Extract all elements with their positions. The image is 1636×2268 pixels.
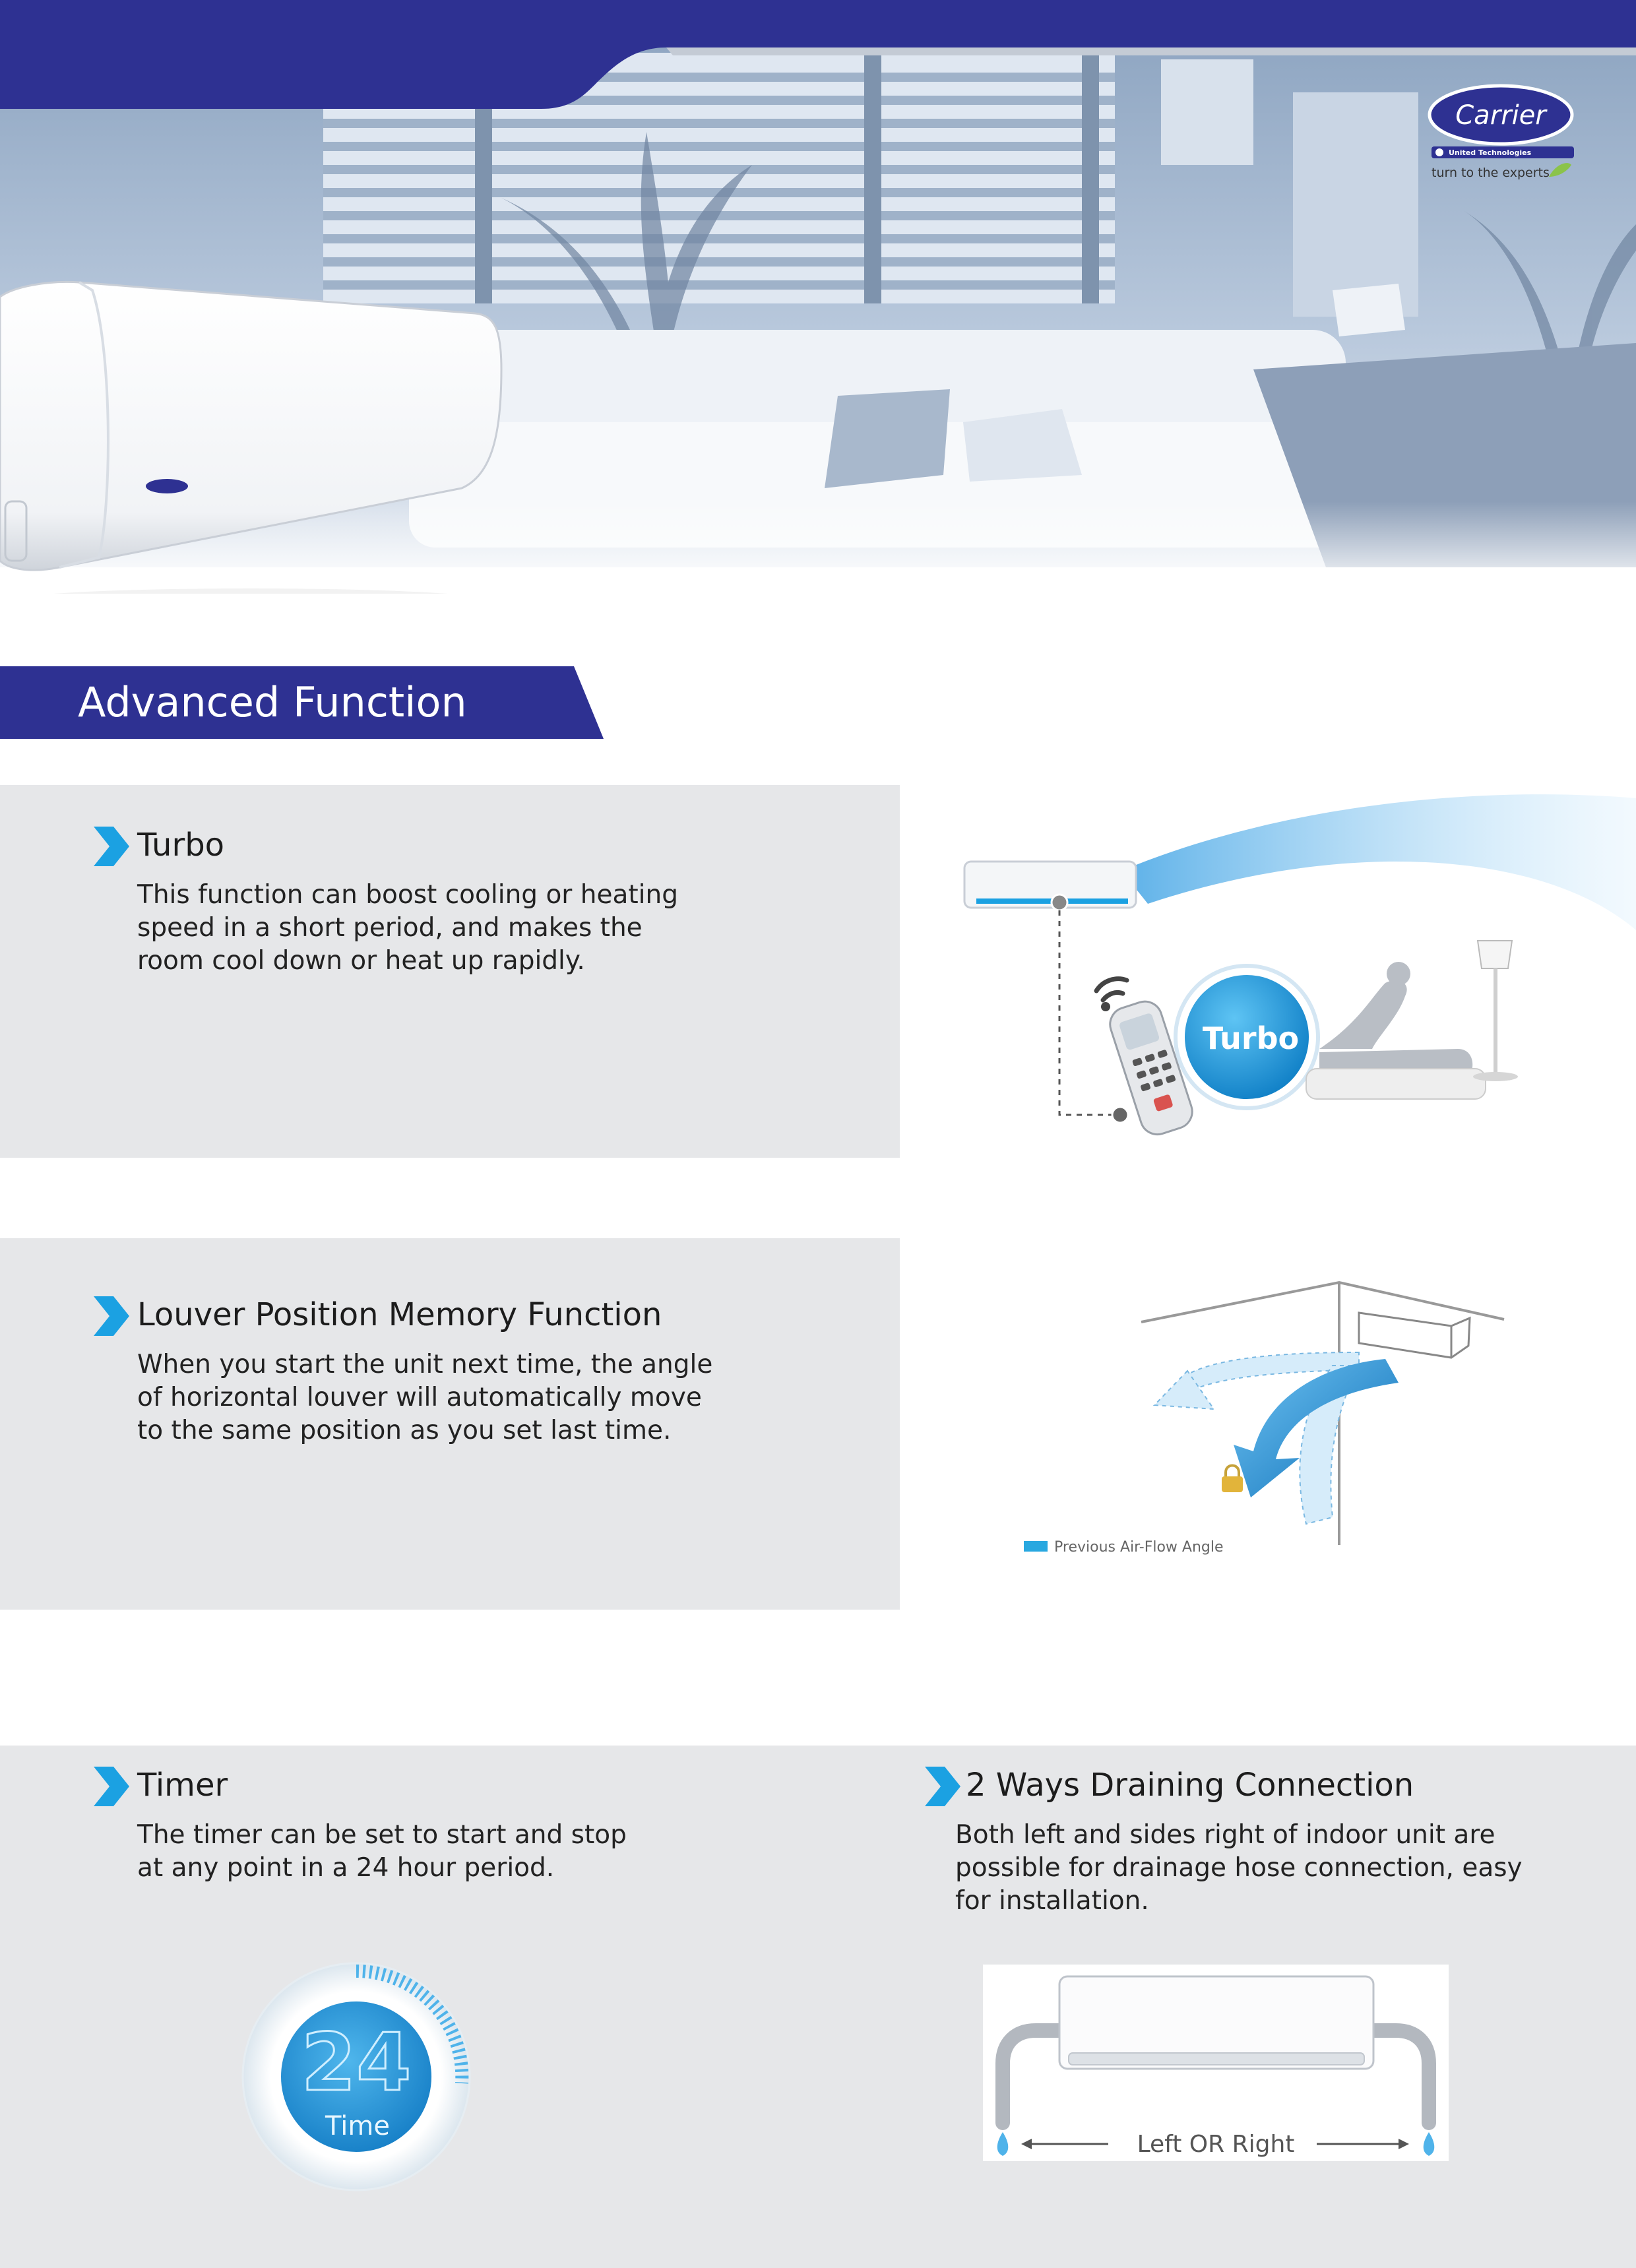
feature-text-draining: Both left and sides right of indoor unit are possible for drainage hose connection, easy for installation. xyxy=(955,1820,1523,1916)
louver-illustration xyxy=(990,1253,1583,1596)
legend-swatch xyxy=(1024,1541,1048,1552)
feature-title-louver: Louver Position Memory Function xyxy=(137,1296,662,1333)
feature-title-turbo: Turbo xyxy=(137,827,225,864)
feature-text-timer: The timer can be set to start and stop at any point in a 24 hour period. xyxy=(137,1820,627,1883)
feature-title-timer: Timer xyxy=(137,1767,228,1804)
lock-icon xyxy=(1222,1466,1243,1493)
brand-tagline: turn to the experts xyxy=(1432,166,1550,180)
section-title: Advanced Function xyxy=(78,678,467,726)
chevron-right-icon xyxy=(91,1765,131,1808)
timer-label: Time xyxy=(325,2111,390,2141)
chevron-right-icon xyxy=(922,1765,962,1808)
feature-text-louver: When you start the unit next time, the angle of horizontal louver will automatically move to the same position as you set last time. xyxy=(137,1350,713,1445)
ac-unit-outline xyxy=(1359,1313,1470,1358)
svg-text:Carrier: Carrier xyxy=(1455,100,1546,131)
wireless-icon xyxy=(1096,979,1127,1000)
timer-illustration xyxy=(237,1958,475,2195)
chevron-right-icon xyxy=(91,1295,131,1337)
hero-banner xyxy=(0,0,1636,594)
turbo-badge-label: Turbo xyxy=(1202,1021,1300,1056)
svg-text:United Technologies: United Technologies xyxy=(1449,148,1532,157)
reclining-person xyxy=(1319,962,1472,1078)
chevron-right-icon xyxy=(91,825,131,867)
legend-label: Previous Air-Flow Angle xyxy=(1054,1539,1224,1556)
ac-unit-outline xyxy=(1059,1976,1373,2069)
feature-text-turbo: This function can boost cooling or heating speed in a short period, and makes the room cool down or heat up rapidly. xyxy=(137,880,678,976)
diagram-label: Left OR Right xyxy=(1137,2131,1295,2158)
feature-title-draining: 2 Ways Draining Connection xyxy=(966,1767,1414,1804)
turbo-illustration xyxy=(950,785,1636,1154)
timer-digits: 24 xyxy=(301,2017,412,2109)
draining-illustration xyxy=(983,1965,1449,2161)
carrier-logo xyxy=(1425,83,1577,182)
